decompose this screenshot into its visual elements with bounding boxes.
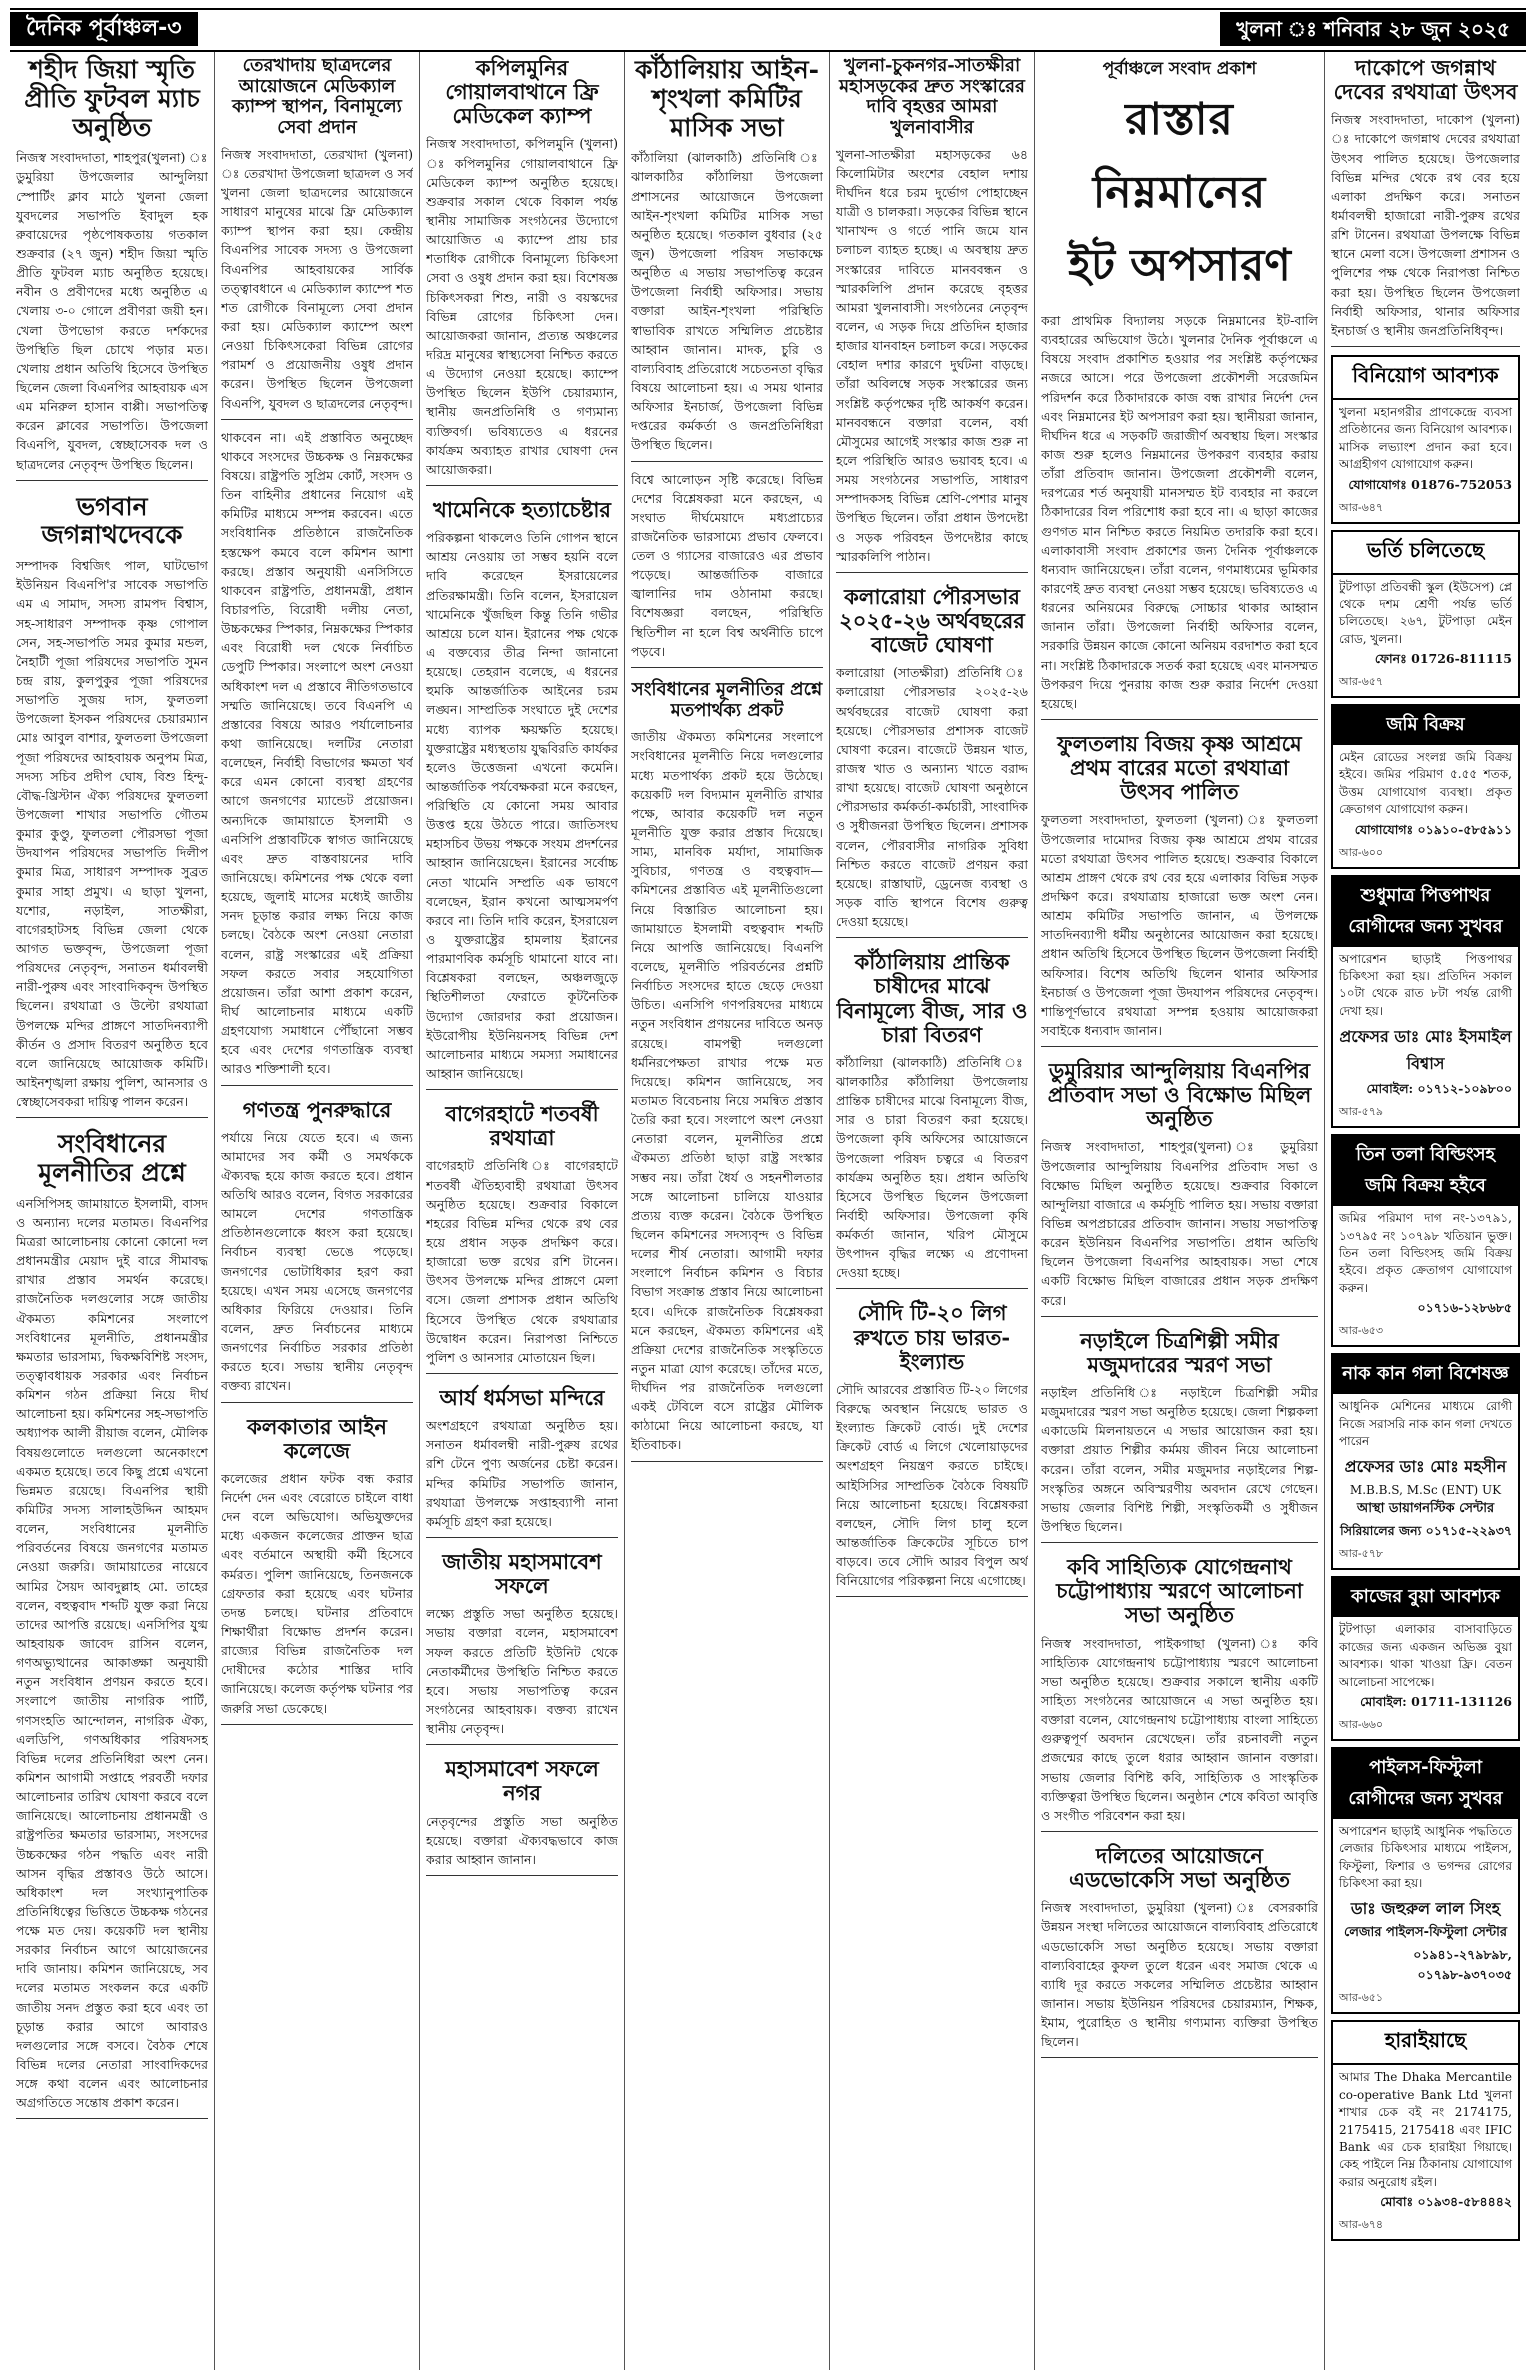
ad-doctor-name: প্রফেসর ডাঃ মোঃ মহসীন xyxy=(1344,1457,1507,1477)
ad-code: আর-৬৫১ xyxy=(1339,1991,1384,2005)
ads-list xyxy=(1331,355,1520,2241)
article-headline: দাকোপে জগন্নাথ দেবের রথযাত্রা উৎসব xyxy=(1333,55,1518,105)
ad-phone: মোবাইল: ০১৭১২-১০৯৮০০ xyxy=(1366,1081,1512,1097)
article xyxy=(631,676,823,1462)
column-7 xyxy=(1325,52,1526,2370)
article xyxy=(221,1094,413,1403)
article xyxy=(1041,1840,1318,2058)
article xyxy=(836,1297,1028,1597)
ad-doctor-name: ডাঃ জহুরুল লাল সিংহ xyxy=(1350,1899,1501,1919)
article xyxy=(836,52,1028,573)
article-headline: বাগেরহাটে শতবর্ষী রথযাত্রা xyxy=(445,1101,599,1151)
article-body: নড়াইল প্রতিনিধি ঃ নড়াইলে চিত্রশিল্পী সমীর মজুমদারের স্মরণ সভা অনুষ্ঠিত হয়েছে। জেলা শিল্পকলা একাডেমি মিলনায়তনে এ সভার আয়োজন করা হয়। বক্তারা প্রয়াত শিল্পীর কর্মময় জীবন নিয়ে আলোচনা করেন। তাঁরা বলেন, সমীর মজুমদার নড়াইলের শিল্প-সংস্কৃতির অঙ্গনে অবিস্মরণীয় অবদান রেখে গেছেন। সভায় জেলার বিশিষ্ট শিল্পী, সংস্কৃতিকর্মী ও সুধীজন উপস্থিত ছিলেন। xyxy=(1041,1385,1318,1535)
classified-ad xyxy=(1331,875,1520,1129)
article-body: পর্যায়ে নিয়ে যেতে হবে। এ জন্য আমাদের সব কর্মী ও সমর্থককে ঐক্যবদ্ধ হয়ে কাজ করতে হবে। প্রধান অতিথি আরও বলেন, বিগত সরকারের আমলে দেশের গণতান্ত্রিক প্রতিষ্ঠানগুলোকে ধ্বংস করা হয়েছে। নির্বাচন ব্যবস্থা ভেঙে পড়েছে। জনগণের ভোটাধিকার হরণ করা হয়েছে। এখন সময় এসেছে জনগণের অধিকার ফিরিয়ে দেওয়ার। তিনি বলেন, দ্রুত নির্বাচনের মাধ্যমে জনগণের নির্বাচিত সরকার প্রতিষ্ঠা করতে হবে। সভায় স্থানীয় নেতৃবৃন্দ বক্তব্য রাখেন। xyxy=(221,1129,413,1394)
classified-ad xyxy=(1331,2020,1520,2241)
ad-title: শুধুমাত্র পিত্তপাথর রোগীদের জন্য সুখবর xyxy=(1333,877,1518,947)
ad-text: অপারেশন ছাড়াই আধুনিক পদ্ধতিতে লেজার চিকিৎসার মাধ্যমে পাইলস, ফিস্টুলা, ফিশার ও ভগন্দর রোগের চিকিৎসা করা হয়। xyxy=(1339,1823,1512,1891)
article-headline: খামেনিকে হত্যাচেষ্টার xyxy=(433,496,611,522)
column-4 xyxy=(625,52,830,2370)
article xyxy=(426,494,618,1090)
article xyxy=(426,52,618,486)
ad-phone: মোবাঃ ০১৯৩৪-৫৮৪৪৪২ xyxy=(1380,2194,1512,2210)
article-headline: কাঁঠালিয়ায় আইন-শৃংখলা কমিটির মাসিক সভা xyxy=(634,55,819,142)
ad-qualification: M.B.B.S, M.Sc (ENT) UK xyxy=(1349,1483,1502,1498)
ad-title: বিনিয়োগ আবশ্যক xyxy=(1333,357,1518,400)
article-body: নেতৃবৃন্দের প্রস্তুতি সভা অনুষ্ঠিত হয়েছে। বক্তারা ঐক্যবদ্ধভাবে কাজ করার আহ্বান জানান। xyxy=(426,1813,618,1867)
article-body: নিজস্ব সংবাদদাতা, পাইকগাছা (খুলনা) ঃ কবি সাহিত্যিক যোগেন্দ্রনাথ চট্টোপাধ্যায় স্মরণে আলোচনা সভা অনুষ্ঠিত হয়েছে। শুক্রবার সকালে স্থানীয় একটি সাহিত্য সংগঠনের আয়োজনে এ সভা অনুষ্ঠিত হয়। বক্তারা বলেন, যোগেন্দ্রনাথ চট্টোপাধ্যায় বাংলা সাহিত্যে গুরুত্বপূর্ণ অবদান রেখেছেন। তাঁর রচনাবলী নতুন প্রজন্মের কাছে তুলে ধরার আহ্বান জানান বক্তারা। সভায় জেলার বিশিষ্ট কবি, সাহিত্যিক ও সাংস্কৃতিক ব্যক্তিত্বরা উপস্থিত ছিলেন। অনুষ্ঠান শেষে কবিতা আবৃত্তি ও সংগীত পরিবেশন করা হয়। xyxy=(1041,1635,1318,1823)
ad-title: তিন তলা বিল্ডিংসহ জমি বিক্রয় হইবে xyxy=(1333,1136,1518,1206)
masthead xyxy=(10,8,1526,52)
article-body: ফুলতলা সংবাদদাতা, ফুলতলা (খুলনা) ঃ ফুলতলা উপজেলার দামোদর বিজয় কৃষ্ণ আশ্রমে প্রথম বারের মতো রথযাত্রা উৎসব পালিত হয়েছে। শুক্রবার বিকালে আশ্রম প্রাঙ্গণ থেকে রথ বের হয়ে এলাকার বিভিন্ন সড়ক প্রদক্ষিণ করে। রথযাত্রায় হাজারো ভক্ত অংশ নেন। আশ্রম কমিটির সভাপতি জানান, এ উপলক্ষে সাতদিনব্যাপী ধর্মীয় অনুষ্ঠানের আয়োজন করা হয়েছে। প্রধান অতিথি হিসেবে উপস্থিত ছিলেন উপজেলা নির্বাহী অফিসার। বিশেষ অতিথি ছিলেন থানার অফিসার ইনচার্জ ও উপজেলা পূজা উদযাপন পরিষদের নেতৃবৃন্দ। শান্তিপূর্ণভাবে রথযাত্রা সম্পন্ন হওয়ায় আয়োজকরা সবাইকে ধন্যবাদ জানান। xyxy=(1041,812,1318,1038)
ad-phone: ০১৯৪১-২৭৯৮৯৮, ০১৭৯৮-৯৩৭০৩৫ xyxy=(1413,1947,1512,1983)
article xyxy=(221,1411,413,1725)
article-headline: গণতন্ত্র পুনরুদ্ধারে xyxy=(242,1096,392,1122)
article xyxy=(426,1546,618,1745)
article-body: নিজস্ব সংবাদদাতা, শাহপুর(খুলনা) ঃ ডুমুরিয়া উপজেলার আন্দুলিয়ায় বিএনপির প্রতিবাদ সভা ও বিক্ষোভ মিছিল অনুষ্ঠিত হয়েছে। শুক্রবার বিকালে আন্দুলিয়া বাজারে এ কর্মসূচি পালিত হয়। সভায় বক্তারা বিভিন্ন অপপ্রচারের প্রতিবাদ জানান। সভায় সভাপতিত্ব করেন ইউনিয়ন বিএনপির সভাপতি। প্রধান অতিথি ছিলেন উপজেলা বিএনপির আহবায়ক। সভা শেষে একটি বিক্ষোভ মিছিল বাজারের প্রধান সড়ক প্রদক্ষিণ করে। xyxy=(1041,1139,1318,1308)
main-story-headline-2: ইট অপসারণ xyxy=(1068,240,1291,291)
article-body: কাঁঠালিয়া (ঝালকাঠি) প্রতিনিধি ঃ ঝালকাঠির কাঁঠালিয়া উপজেলায় প্রান্তিক চাষীদের মাঝে বিনামূল্যে বীজ, সার ও চারা বিতরণ করা হয়েছে। উপজেলা কৃষি অফিসের আয়োজনে উপজেলা পরিষদ চত্বরে এ বিতরণ কার্যক্রম অনুষ্ঠিত হয়। প্রধান অতিথি হিসেবে উপস্থিত ছিলেন উপজেলা নির্বাহী অফিসার। উপজেলা কৃষি কর্মকর্তা জানান, খরিপ মৌসুমে উৎপাদন বৃদ্ধির লক্ষ্যে এ প্রণোদনা দেওয়া হচ্ছে। xyxy=(836,1054,1028,1281)
article-body: সম্পাদক বিশ্বজিৎ পাল, ঘাটভোগ ইউনিয়ন বিএনপি'র সাবেক সভাপতি এম এ সামাদ, সদস্য রামপদ বিশ্বাস, সহ-সাধারণ সম্পাদক কৃষ্ণ গোপাল সেন, সহ-সভাপতি সমর কুমার মন্ডল, নৈহাটী পূজা পরিষদের সভাপতি সুমন চন্দ্র রায়, কুলপুকুর পূজা পরিষদের সভাপতি সুজয় দাস, ফুলতলা উপজেলা ইসকন পরিষদের চেয়ারম্যান মোঃ আবুল বাশার, ফুলতলা উপজেলা পূজা পরিষদের আহবায়ক অনুপম মিত্র, সদস্য সচিব প্রদীপ ঘোষ, বিশু হিন্দু-বৌদ্ধ-খ্রিস্টান ঐক্য পরিষদের ফুলতলা উপজেলা শাখার সভাপতি গৌতম কুমার কুণ্ডু, ফুলতলা পৌরসভা পূজা উদযাপন পরিষদের সভাপতি দিলীপ কুমার মিত্র, সাধারণ সম্পাদক সুব্রত কুমার সাহা প্রমুখ। এ ছাড়া খুলনা, যশোর, নড়াইল, সাতক্ষীরা, বাগেরহাটসহ বিভিন্ন জেলা থেকে আগত ভক্তবৃন্দ, উপজেলা পূজা পরিষদের নেতৃবৃন্দ, সনাতন ধর্মাবলম্বী নারী-পুরুষ এবং সাংবাদিকবৃন্দ উপস্থিত ছিলেন। রথযাত্রা ও উল্টো রথযাত্রা উপলক্ষে মন্দির প্রাঙ্গণে সাতদিনব্যাপী কীর্তন ও প্রসাদ বিতরণ অনুষ্ঠিত হবে বলে জানিয়েছে আয়োজক কমিটি। আইনশৃঙ্খলা রক্ষায় পুলিশ, আনসার ও স্বেচ্ছাসেবকরা দায়িত্ব পালন করেন। xyxy=(16,558,208,1110)
main-story-kicker: পূর্বাঞ্চলে সংবাদ প্রকাশ xyxy=(1102,59,1257,79)
article-body: নিজস্ব সংবাদদাতা, ডুমুরিয়া (খুলনা) ঃ বেসরকারি উন্নয়ন সংস্থা দলিতের আয়োজনে বাল্যবিবাহ প্রতিরোধে এডভোকেসি সভা অনুষ্ঠিত হয়েছে। সভায় বক্তারা বাল্যবিবাহের কুফল তুলে ধরেন এবং সমাজ থেকে এ ব্যাধি দূর করতে সকলের সম্মিলিত প্রচেষ্টার আহ্বান জানান। সভায় ইউনিয়ন পরিষদের চেয়ারম্যান, শিক্ষক, ইমাম, পুরোহিত ও স্থানীয় গণ্যমান্য ব্যক্তিরা উপস্থিত ছিলেন। xyxy=(1041,1900,1318,2050)
classified-ad xyxy=(1331,1353,1520,1570)
article xyxy=(836,581,1028,938)
article-body: খুলনা-সাতক্ষীরা মহাসড়কের ৬৪ কিলোমিটার অংশের বেহাল দশায় দীর্ঘদিন ধরে চরম দুর্ভোগ পোহাচ্ছেন যাত্রী ও চালকরা। সড়কের বিভিন্ন স্থানে খানাখন্দ ও গর্তে পানি জমে যান চলাচল ব্যাহত হচ্ছে। এ অবস্থায় দ্রুত সংস্কারের দাবিতে মানববন্ধন ও স্মারকলিপি প্রদান করেছে বৃহত্তর আমরা খুলনাবাসী। সংগঠনের নেতৃবৃন্দ বলেন, এ সড়ক দিয়ে প্রতিদিন হাজার হাজার যানবাহন চলাচল করে। সড়কের বেহাল দশার কারণে দুর্ঘটনা বাড়ছে। তাঁরা অবিলম্বে সড়ক সংস্কারের জন্য সংশ্লিষ্ট কর্তৃপক্ষের দৃষ্টি আকর্ষণ করেন। মানববন্ধনে বক্তারা বলেন, বর্ষা মৌসুমের আগেই সংস্কার কাজ শুরু না হলে পরিস্থিতি আরও ভয়াবহ হবে। এ সময় সংগঠনের সভাপতি, সাধারণ সম্পাদকসহ বিভিন্ন শ্রেণি-পেশার মানুষ উপস্থিত ছিলেন। তাঁরা প্রধান উপদেষ্টা ও সড়ক পরিবহন উপদেষ্টার কাছে স্মারকলিপি পাঠান। xyxy=(836,146,1028,564)
article-body: থাকবেন না। এই প্রস্তাবিত অনুচ্ছেদ থাকবে সংসদের উচ্চকক্ষ ও নিম্নকক্ষের বিষয়ে। রাষ্ট্রপতি সুপ্রিম কোর্ট, সংসদ ও তিন বাহিনীর প্রধানের নিয়োগ এই কমিটির মাধ্যমে সম্পন্ন করবেন। এতে সংবিধানিক প্রতিষ্ঠানে রাজনৈতিক হস্তক্ষেপ কমবে বলে কমিশন আশা করছে। প্রস্তাব অনুযায়ী এনসিসিতে থাকবেন রাষ্ট্রপতি, প্রধানমন্ত্রী, প্রধান বিচারপতি, বিরোধী দলীয় নেতা, উচ্চকক্ষের স্পিকার, নিম্নকক্ষের স্পিকার এবং বিরোধী দল থেকে নির্বাচিত ডেপুটি স্পিকার। সংলাপে অংশ নেওয়া অধিকাংশ দল এ প্রস্তাবে নীতিগতভাবে সম্মতি জানিয়েছে। তবে বিএনপি এ প্রস্তাবের বিষয়ে আরও পর্যালোচনার কথা জানিয়েছে। দলটির নেতারা বলেছেন, নির্বাহী বিভাগের ক্ষমতা খর্ব করে এমন কোনো ব্যবস্থা গ্রহণের আগে জনগণের ম্যান্ডেট প্রয়োজন। অন্যদিকে জামায়াতে ইসলামী ও এনসিপি প্রস্তাবটিকে স্বাগত জানিয়েছে এবং দ্রুত বাস্তবায়নের দাবি জানিয়েছে। কমিশনের পক্ষ থেকে বলা হয়েছে, জুলাই মাসের মধ্যেই জাতীয় সনদ চূড়ান্ত করার লক্ষ্য নিয়ে কাজ চলছে। বৈঠকে অংশ নেওয়া নেতারা বলেন, রাষ্ট্র সংস্কারের এই প্রক্রিয়া সফল করতে সবার সহযোগিতা প্রয়োজন। তাঁরা আশা প্রকাশ করেন, দীর্ঘ আলোচনার মাধ্যমে একটি গ্রহণযোগ্য সমাধানে পৌঁছানো সম্ভব হবে এবং দেশের গণতান্ত্রিক ব্যবস্থা আরও শক্তিশালী হবে। xyxy=(221,429,413,1077)
article-headline: খুলনা-চুকনগর-সাতক্ষীরা মহাসড়কের দ্রুত সংস্কারের দাবি বৃহত্তর আমরা খুলনাবাসীর xyxy=(839,55,1025,139)
article-body: পরিকল্পনা থাকলেও তিনি গোপন স্থানে আশ্রয় নেওয়ায় তা সম্ভব হয়নি বলে দাবি করেছেন ইসরায়েলের প্রতিরক্ষামন্ত্রী। তিনি বলেন, ইসরায়েল খামেনিকে খুঁজছিল কিন্তু তিনি গভীর আশ্রয়ে চলে যান। ইরানের পক্ষ থেকে এ বক্তব্যের তীব্র নিন্দা জানানো হয়েছে। তেহরান বলেছে, এ ধরনের হুমকি আন্তর্জাতিক আইনের চরম লঙ্ঘন। সাম্প্রতিক সংঘাতে দুই দেশের মধ্যে ব্যাপক ক্ষয়ক্ষতি হয়েছে। যুক্তরাষ্ট্রের মধ্যস্থতায় যুদ্ধবিরতি কার্যকর হলেও উত্তেজনা এখনো কমেনি। আন্তর্জাতিক পর্যবেক্ষকরা মনে করছেন, পরিস্থিতি যে কোনো সময় আবার উত্তপ্ত হয়ে উঠতে পারে। জাতিসংঘ মহাসচিব উভয় পক্ষকে সংযম প্রদর্শনের আহ্বান জানিয়েছেন। ইরানের সর্বোচ্চ নেতা খামেনি সম্প্রতি এক ভাষণে বলেছেন, ইরান কখনো আত্মসমর্পণ করবে না। তিনি দাবি করেন, ইসরায়েল ও যুক্তরাষ্ট্রের হামলায় ইরানের পারমাণবিক কর্মসূচি থামানো যাবে না। বিশ্লেষকরা বলছেন, অঞ্চলজুড়ে স্থিতিশীলতা ফেরাতে কূটনৈতিক উদ্যোগ জোরদার করা প্রয়োজন। ইউরোপীয় ইউনিয়নসহ বিভিন্ন দেশ আলোচনার মাধ্যমে সমস্যা সমাধানের আহ্বান জানিয়েছে। xyxy=(426,530,618,1082)
article-headline: কবি সাহিত্যিক যোগেন্দ্রনাথ চট্টোপাধ্যায় স্মরণে আলোচনা সভা অনুষ্ঠিত xyxy=(1056,1554,1303,1628)
article-headline: দলিতের আয়োজনে এডভোকেসি সভা অনুষ্ঠিত xyxy=(1068,1842,1291,1893)
article-body: সৌদি আরবের প্রস্তাবিত টি-২০ লিগের বিরুদ্ধে অবস্থান নিয়েছে ভারত ও ইংল্যান্ড ক্রিকেট বোর্ড। দুই দেশের ক্রিকেট বোর্ড এ লিগে খেলোয়াড়দের অংশগ্রহণ নিয়ন্ত্রণ করতে চাইছে। আইসিসির সাম্প্রতিক বৈঠকে বিষয়টি নিয়ে আলোচনা হয়েছে। বিশ্লেষকরা বলছেন, সৌদি লিগ চালু হলে আন্তর্জাতিক ক্রিকেটের সূচিতে চাপ বাড়বে। তবে সৌদি আরব বিপুল অর্থ বিনিয়োগের পরিকল্পনা নিয়ে এগোচ্ছে। xyxy=(836,1381,1028,1589)
article-headline: শহীদ জিয়া স্মৃতি প্রীতি ফুটবল ম্যাচ অনুষ্ঠিত xyxy=(24,55,200,142)
ad-code: আর-৫৭৮ xyxy=(1339,1547,1384,1561)
classified-ad xyxy=(1331,530,1520,699)
article-headline: আর্য ধর্মসভা মন্দিরে xyxy=(439,1385,605,1410)
ad-code: আর-৬৫৩ xyxy=(1339,1324,1384,1338)
article-body: নিজস্ব সংবাদদাতা, দাকোপ (খুলনা) ঃ দাকোপে জগন্নাথ দেবের রথযাত্রা উৎসব পালিত হয়েছে। উপজেলার বিভিন্ন মন্দির থেকে রথ বের হয়ে এলাকা প্রদক্ষিণ করে। সনাতন ধর্মাবলম্বী হাজারো নারী-পুরুষ রথের রশি টানেন। রথযাত্রা উপলক্ষে বিভিন্ন স্থানে মেলা বসে। উপজেলা প্রশাসন ও পুলিশের পক্ষ থেকে নিরাপত্তা নিশ্চিত করা হয়। উপস্থিত ছিলেন উপজেলা নির্বাহী অফিসার, থানার অফিসার ইনচার্জ ও স্থানীয় জনপ্রতিনিধিবৃন্দ। xyxy=(1331,112,1520,338)
ad-text: মেইন রোডের সংলগ্ন জমি বিক্রয় হইবে। জমির পরিমাণ ৫.৫৫ শতক, উত্তম যোগাযোগ ব্যবস্থা। প্রকৃত ক্রেতাগণ যোগাযোগ করুন। xyxy=(1339,750,1512,817)
article-headline: কপিলমুনির গোয়ালবাথানে ফ্রি মেডিকেল ক্যাম্প xyxy=(445,55,599,129)
article-headline: সৌদি টি-২০ লিগ রুখতে চায় ভারত-ইংল্যান্ড xyxy=(853,1300,1011,1374)
ad-center-name: আস্থা ডায়াগনস্টিক সেন্টার xyxy=(1356,1501,1495,1517)
ad-center-name: লেজার পাইলস-ফিস্টুলা সেন্টার xyxy=(1343,1925,1508,1941)
ad-code: আর-৬৬০ xyxy=(1339,1717,1384,1731)
article-headline: ভগবান জগন্নাথদেবকে xyxy=(41,491,183,550)
article-headline: সংবিধানের মূলনীতির প্রশ্নে xyxy=(38,1129,186,1187)
article-body: নিজস্ব সংবাদদাতা, তেরখাদা (খুলনা) ঃ তেরখাদা উপজেলা ছাত্রদল ও সর্ব খুলনা জেলা ছাত্রদলের আয়োজনে সাধারণ মানুষের মাঝে ফ্রি মেডিক্যাল ক্যাম্প স্থাপন করা হয়। কেন্দ্রীয় বিএনপির সাবেক সদস্য ও উপজেলা বিএনপির আহবায়কের সার্বিক তত্ত্বাবধানে এ মেডিক্যাল ক্যাম্পে শত শত রোগীকে বিনামূল্যে সেবা প্রদান করা হয়। মেডিক্যাল ক্যাম্পে অংশ নেওয়া চিকিৎসকেরা বিভিন্ন রোগের পরামর্শ ও প্রয়োজনীয় ওষুধ প্রদান করেন। উপস্থিত ছিলেন উপজেলা বিএনপি, যুবদল ও ছাত্রদলের নেতৃবৃন্দ। xyxy=(221,146,413,411)
ad-text: আধুনিক মেশিনের মাধ্যমে রোগী নিজে সরাসরি নাক কান গলা দেখতে পারেন xyxy=(1339,1399,1512,1448)
article-headline: নড়াইলে চিত্রশিল্পী সমীর মজুমদারের স্মরণ সভা xyxy=(1080,1327,1279,1377)
article xyxy=(631,52,823,462)
ad-code: আর-৬০০ xyxy=(1339,845,1384,859)
column-1 xyxy=(10,52,215,2370)
column-3 xyxy=(420,52,625,2370)
column-6 xyxy=(1035,52,1325,2370)
classified-ad xyxy=(1331,355,1520,524)
article xyxy=(16,1126,208,2119)
main-story-headline: রাস্তার নিম্নমানের xyxy=(1092,94,1267,218)
classified-ad xyxy=(1331,1134,1520,1347)
ad-phone: ফোনঃ 01726-811115 xyxy=(1374,651,1512,667)
article-headline: কলারোয়া পৌরসভার ২০২৫-২৬ অর্থবছরের বাজেট ঘোষণা xyxy=(839,583,1025,658)
ad-text: খুলনা মহানগরীর প্রাণকেন্দ্রে ব্যবসা প্রতিষ্ঠানের জন্য বিনিয়োগ আবশ্যক। মাসিক লভ্যাংশ প্রদান করা হবে। আগ্রহীগণ যোগাযোগ করুন। xyxy=(1339,404,1512,472)
ad-phone: মোবাইল: 01711-131126 xyxy=(1360,1693,1512,1709)
article-body: জাতীয় ঐকমত্য কমিশনের সংলাপে সংবিধানের মূলনীতি নিয়ে দলগুলোর মধ্যে মতপার্থক্য প্রকট হয়ে উঠেছে। কয়েকটি দল বিদ্যমান মূলনীতি রাখার পক্ষে, আবার কয়েকটি দল নতুন মূলনীতি যুক্ত করার প্রস্তাব দিয়েছে। সাম্য, মানবিক মর্যাদা, সামাজিক সুবিচার, গণতন্ত্র ও বহুত্ববাদ—কমিশনের প্রস্তাবিত এই মূলনীতিগুলো নিয়ে বিস্তারিত আলোচনা হয়। জামায়াতে ইসলামী বহুত্ববাদ শব্দটি নিয়ে আপত্তি জানিয়েছে। বিএনপি বলেছে, মূলনীতি পরিবর্তনের প্রশ্নটি নির্বাচিত সংসদের হাতে ছেড়ে দেওয়া উচিত। এনসিপি গণপরিষদের মাধ্যমে নতুন সংবিধান প্রণয়নের দাবিতে অনড় রয়েছে। বামপন্থী দলগুলো ধর্মনিরপেক্ষতা রাখার পক্ষে মত দিয়েছে। কমিশন জানিয়েছে, সব মতামত বিবেচনায় নিয়ে সমন্বিত প্রস্তাব তৈরি করা হবে। সংলাপে অংশ নেওয়া নেতারা বলেন, মূলনীতির প্রশ্নে ঐকমত্য প্রতিষ্ঠা ছাড়া রাষ্ট্র সংস্কার সম্ভব নয়। তাঁরা ধৈর্য ও সহনশীলতার সঙ্গে আলোচনা চালিয়ে যাওয়ার প্রত্যয় ব্যক্ত করেন। বৈঠকে উপস্থিত ছিলেন কমিশনের সদস্যবৃন্দ ও বিভিন্ন দলের শীর্ষ নেতারা। আগামী দফার সংলাপে নির্বাচন কমিশন ও বিচার বিভাগ সংক্রান্ত প্রস্তাব নিয়ে আলোচনা হবে। এদিকে রাজনৈতিক বিশ্লেষকরা মনে করছেন, ঐকমত্য কমিশনের এই প্রক্রিয়া দেশের রাজনৈতিক সংস্কৃতিতে নতুন মাত্রা যোগ করেছে। তাঁদের মতে, দীর্ঘদিন পর রাজনৈতিক দলগুলো একই টেবিলে বসে রাষ্ট্রের মৌলিক কাঠামো নিয়ে আলোচনা করছে, যা ইতিবাচক। xyxy=(631,729,823,1453)
ad-text: টুটপাড়া এলাকার বাসাবাড়িতে কাজের জন্য একজন অভিজ্ঞ বুয়া আবশ্যক। থাকা খাওয়া ফ্রি। বেতন আলোচনা সাপেক্ষে। xyxy=(1339,1622,1512,1689)
ad-title: হারাইয়াছে xyxy=(1333,2022,1518,2065)
article-headline: সংবিধানের মূলনীতির প্রশ্নে মতপার্থক্য প্রকট xyxy=(631,678,823,721)
article-body: বাগেরহাট প্রতিনিধি ঃ বাগেরহাটে শতবর্ষী ঐতিহ্যবাহী রথযাত্রা উৎসব অনুষ্ঠিত হয়েছে। শুক্রবার বিকালে শহরের বিভিন্ন মন্দির থেকে রথ বের হয়ে প্রধান সড়ক প্রদক্ষিণ করে। হাজারো ভক্ত রথের রশি টানেন। উৎসব উপলক্ষে মন্দির প্রাঙ্গণে মেলা বসে। জেলা প্রশাসক প্রধান অতিথি হিসেবে উপস্থিত থেকে রথযাত্রার উদ্বোধন করেন। নিরাপত্তা নিশ্চিতে পুলিশ ও আনসার মোতায়েন ছিল। xyxy=(426,1158,618,1365)
ad-code: আর-৬৫৭ xyxy=(1339,675,1384,689)
ad-code: আর-৫৭৯ xyxy=(1339,1105,1384,1119)
classified-ad xyxy=(1331,704,1520,869)
ad-text: অপারেশন ছাড়াই পিত্তপাথর চিকিৎসা করা হয়। প্রতিদিন সকাল ১০টা থেকে রাত ৮টা পর্যন্ত রোগী দেখা হয়। xyxy=(1339,951,1512,1018)
ad-text: টুটপাড়া প্রতিবন্ধী স্কুল (ইউসেপ) প্লে থেকে দশম শ্রেণী পর্যন্ত ভর্তি চলিতেছে। ২৬৭, টুটপাড়া মেইন রোড, খুলনা। xyxy=(1339,579,1512,646)
article xyxy=(16,489,208,1119)
article-body: কাঁঠালিয়া (ঝালকাঠি) প্রতিনিধি ঃ ঝালকাঠির কাঁঠালিয়া উপজেলা প্রশাসনের আয়োজনে উপজেলা আইন-শৃংখলা কমিটির মাসিক সভা অনুষ্ঠিত হয়েছে। গতকাল বুধবার (২৫ জুন) উপজেলা পরিষদ সভাকক্ষে অনুষ্ঠিত এ সভায় সভাপতিত্ব করেন উপজেলা নির্বাহী অফিসার। সভায় বক্তারা আইন-শৃংখলা পরিস্থিতি স্বাভাবিক রাখতে সম্মিলিত প্রচেষ্টার আহ্বান জানান। মাদক, চুরি ও বাল্যবিবাহ প্রতিরোধে সচেতনতা বৃদ্ধির বিষয়ে আলোচনা হয়। এ সময় থানার অফিসার ইনচার্জ, উপজেলা বিভিন্ন দপ্তরের কর্মকর্তা ও জনপ্রতিনিধিরা উপস্থিত ছিলেন। xyxy=(631,150,823,453)
article-body: কলারোয়া (সাতক্ষীরা) প্রতিনিধি ঃ কলারোয়া পৌরসভার ২০২৫-২৬ অর্থবছরের বাজেট ঘোষণা করা হয়েছে। পৌরসভার প্রশাসক বাজেট ঘোষণা করেন। বাজেটে উন্নয়ন খাত, রাজস্ব খাত ও অন্যান্য খাতে বরাদ্দ রাখা হয়েছে। বাজেট ঘোষণা অনুষ্ঠানে পৌরসভার কর্মকর্তা-কর্মচারী, সাংবাদিক ও সুধীজনরা উপস্থিত ছিলেন। প্রশাসক বলেন, পৌরবাসীর নাগরিক সুবিধা নিশ্চিত করতে বাজেট প্রণয়ন করা হয়েছে। রাস্তাঘাট, ড্রেনেজ ব্যবস্থা ও সড়ক বাতি স্থাপনে বিশেষ গুরুত্ব দেওয়া হয়েছে। xyxy=(836,665,1028,930)
article xyxy=(426,1382,618,1538)
column-6-articles xyxy=(1041,728,1318,2058)
article xyxy=(836,946,1028,1289)
ad-phone: যোগাযোগঃ 01876-752053 xyxy=(1348,476,1512,492)
article xyxy=(1041,1551,1318,1832)
article-headline: কাঁঠালিয়ায় প্রান্তিক চাষীদের মাঝে বিনামূল্যে বীজ, সার ও চারা বিতরণ xyxy=(836,949,1028,1047)
article xyxy=(1041,1325,1318,1543)
ad-text: আমার The Dhaka Mercantile co-operative Bank Ltd খুলনা শাখার চেক বই নং 2174175, 2175415, 2175418 এবং IFIC Bank এর চেক হারাইয়া গিয়াছে। কেহ পাইলে নিম্ন ঠিকানায় যোগাযোগ করার অনুরোধ রইল। xyxy=(1339,2070,1512,2189)
article-headline: ফুলতলায় বিজয় কৃষ্ণ আশ্রমে প্রথম বারের মতো রথযাত্রা উৎসব পালিত xyxy=(1057,730,1302,805)
ad-code: আর-৬৪৭ xyxy=(1339,500,1384,514)
article-body: নিজস্ব সংবাদদাতা, শাহপুর(খুলনা) ঃ ডুমুরিয়া উপজেলার আন্দুলিয়া স্পোর্টিং ক্লাব মাঠে খুলনা জেলা যুবদলের সভাপতি ইবাদুল হক রুবায়েদের পৃষ্ঠপোষকতায় গতকাল শুক্রবার (২৭ জুন) শহীদ জিয়া স্মৃতি প্রীতি ফুটবল ম্যাচ অনুষ্ঠিত হয়েছে। নবীন ও প্রবীণদের মধ্যে অনুষ্ঠিত এ খেলায় ৩-০ গোলে প্রবীণরা জয়ী হন। খেলা উপভোগ করতে দর্শকদের উপস্থিতি ছিল চোখে পড়ার মত। খেলায় প্রধান অতিথি হিসেবে উপস্থিত ছিলেন জেলা বিএনপির আহবায়ক এস এম মনিরুল হাসান বাপ্পী। সভাপতিত্ব করেন ক্লাবের সভাপতি। উপজেলা বিএনপি, যুবদল, স্বেচ্ছাসেবক দল ও ছাত্রদলের নেতৃবৃন্দ উপস্থিত ছিলেন। xyxy=(16,150,208,472)
ad-phone: যোগাযোগঃ ০১৯১০-৫৮৫৯১১ xyxy=(1354,821,1512,837)
ad-title: ভর্তি চলিতেছে xyxy=(1333,532,1518,575)
classified-ad xyxy=(1331,1747,1520,2015)
masthead-date: খুলনা ঃ শনিবার ২৮ জুন ২০২৫ xyxy=(1220,12,1526,46)
ad-doctor-name: প্রফেসর ডাঃ মোঃ ইসমাইল বিশ্বাস xyxy=(1339,1027,1512,1074)
article xyxy=(1041,1055,1318,1317)
article xyxy=(426,1753,618,1876)
ad-title: কাজের বুয়া আবশ্যক xyxy=(1333,1578,1518,1617)
article-body: অংশগ্রহণে রথযাত্রা অনুষ্ঠিত হয়। সনাতন ধর্মাবলম্বী নারী-পুরুষ রথের রশি টেনে পুণ্য অর্জনের চেষ্টা করেন। মন্দির কমিটির সভাপতি জানান, রথযাত্রা উপলক্ষে সপ্তাহব্যাপী নানা কর্মসূচি গ্রহণ করা হয়েছে। xyxy=(426,1418,618,1529)
article xyxy=(221,52,413,420)
article xyxy=(1041,728,1318,1047)
main-story xyxy=(1041,52,1318,720)
ad-title: পাইলস-ফিস্টুলা রোগীদের জন্য সুখবর xyxy=(1333,1749,1518,1819)
article-headline: তেরখাদায় ছাত্রদলের আয়োজনে মেডিক্যাল ক্যাম্প স্থাপন, বিনামূল্যে সেবা প্রদান xyxy=(232,55,402,139)
article-body: এনসিপিসহ জামায়াতে ইসলামী, বাসদ ও অন্যান্য দলের মতামত। বিএনপির মিত্ররা আলোচনায় কোনো কোনো দল প্রধানমন্ত্রীর মেয়াদ দুই বারে সীমাবদ্ধ রাখার প্রস্তাব সমর্থন করেছে। রাজনৈতিক দলগুলোর সঙ্গে জাতীয় ঐকমত্য কমিশনের সংলাপে সংবিধানের মূলনীতি, প্রধানমন্ত্রীর ক্ষমতার ভারসাম্য, দ্বিকক্ষবিশিষ্ট সংসদ, তত্ত্বাবধায়ক সরকার এবং নির্বাচন কমিশন গঠন প্রক্রিয়া নিয়ে দীর্ঘ আলোচনা হয়। কমিশনের সহ-সভাপতি অধ্যাপক আলী রীয়াজ বলেন, মৌলিক বিষয়গুলোতে দলগুলো অনেকাংশে একমত হয়েছে। তবে কিছু প্রশ্নে এখনো ভিন্নমত রয়েছে। বিএনপির স্থায়ী কমিটির সদস্য সালাহউদ্দিন আহমদ বলেন, সংবিধানের মূলনীতি পরিবর্তনের বিষয়ে জনগণের মতামত নেওয়া জরুরি। জামায়াতের নায়েবে আমির সৈয়দ আবদুল্লাহ মো. তাহের বলেন, বহুত্ববাদ শব্দটি যুক্ত করা নিয়ে তাদের আপত্তি রয়েছে। এনসিপির যুগ্ম আহবায়ক জাবেদ রাসিন বলেন, গণঅভ্যুত্থানের আকাঙ্ক্ষা অনুযায়ী নতুন সংবিধান প্রণয়ন করতে হবে। সংলাপে জাতীয় নাগরিক পার্টি, গণসংহতি আন্দোলন, নাগরিক ঐক্য, এলডিপি, গণঅধিকার পরিষদসহ বিভিন্ন দলের প্রতিনিধিরা অংশ নেন। কমিশন আগামী সপ্তাহে পরবর্তী দফার আলোচনার তারিখ ঘোষণা করবে বলে জানিয়েছে। আলোচনায় প্রধানমন্ত্রী ও রাষ্ট্রপতির ক্ষমতার ভারসাম্য, সংসদের উচ্চকক্ষের গঠন পদ্ধতি এবং নারী আসন বৃদ্ধির প্রস্তাবও উঠে আসে। অধিকাংশ দল সংখ্যানুপাতিক প্রতিনিধিত্বের ভিত্তিতে উচ্চকক্ষ গঠনের পক্ষে মত দেয়। কয়েকটি দল স্থানীয় সরকার নির্বাচন আগে আয়োজনের দাবি জানায়। কমিশন জানিয়েছে, সব দলের মতামত সংকলন করে একটি জাতীয় সনদ প্রস্তুত করা হবে এবং তা চূড়ান্ত করার আগে আবারও দলগুলোর সঙ্গে বসবে। বৈঠক শেষে বিভিন্ন দলের নেতারা সাংবাদিকদের সঙ্গে কথা বলেন এবং আলোচনার অগ্রগতিতে সন্তোষ প্রকাশ করেন। xyxy=(16,1195,208,2111)
article xyxy=(426,1098,618,1374)
article-headline: মহাসমাবেশ সফলে নগর xyxy=(445,1756,599,1806)
article-body: নিজস্ব সংবাদদাতা, কপিলমুনি (খুলনা) ঃ কপিলমুনির গোয়ালবাথানে ফ্রি মেডিকেল ক্যাম্প অনুষ্ঠিত হয়েছে। শুক্রবার সকাল থেকে বিকাল পর্যন্ত স্থানীয় সামাজিক সংগঠনের উদ্যোগে আয়োজিত এ ক্যাম্পে প্রায় চার শতাধিক রোগীকে বিনামূল্যে চিকিৎসা সেবা ও ওষুধ প্রদান করা হয়। বিশেষজ্ঞ চিকিৎসকরা শিশু, নারী ও বয়স্কদের বিভিন্ন রোগের চিকিৎসা দেন। আয়োজকরা জানান, প্রত্যন্ত অঞ্চলের দরিদ্র মানুষের স্বাস্থ্যসেবা নিশ্চিত করতে এ উদ্যোগ নেওয়া হয়েছে। ক্যাম্পে উপস্থিত ছিলেন ইউপি চেয়ারম্যান, স্থানীয় জনপ্রতিনিধি ও গণ্যমান্য ব্যক্তিবর্গ। ভবিষ্যতেও এ ধরনের কার্যক্রম অব্যাহত রাখার ঘোষণা দেন আয়োজকরা। xyxy=(426,136,618,477)
article-body: লক্ষ্যে প্রস্তুতি সভা অনুষ্ঠিত হয়েছে। সভায় বক্তারা বলেন, মহাসমাবেশ সফল করতে প্রতিটি ইউনিট থেকে নেতাকর্মীদের উপস্থিতি নিশ্চিত করতে হবে। সভায় সভাপতিত্ব করেন সংগঠনের আহবায়ক। বক্তব্য রাখেন স্থানীয় নেতৃবৃন্দ। xyxy=(426,1606,618,1737)
article xyxy=(631,470,823,668)
main-story-body: করা প্রাথমিক বিদ্যালয় সড়কে নিম্নমানের ইট-বালি ব্যবহারের অভিযোগ উঠে। খুলনার দৈনিক পূর্বাঞ্চলে এ বিষয়ে সংবাদ প্রকাশিত হওয়ার পর সংশ্লিষ্ট কর্তৃপক্ষের নজরে আসে। পরে উপজেলা প্রকৌশলী সরেজমিন পরিদর্শন করে ঠিকাদারকে কাজ বন্ধ রাখার নির্দেশ দেন এবং নিম্নমানের ইট অপসারণ করা হয়। স্থানীয়রা জানান, দীর্ঘদিন ধরে এ সড়কটি জরাজীর্ণ অবস্থায় ছিল। সংস্কার কাজ শুরু হলেও নিম্নমানের উপকরণ ব্যবহার করায় তাঁরা প্রতিবাদ জানান। উপজেলা প্রকৌশলী বলেন, দরপত্রের শর্ত অনুযায়ী মানসম্মত ইট ব্যবহার না করলে ঠিকাদারের বিল পরিশোধ করা হবে না। এ ছাড়া কাজের গুণগত মান নিশ্চিত করতে নিয়মিত তদারকি করা হবে। এলাকাবাসী সংবাদ প্রকাশের জন্য দৈনিক পূর্বাঞ্চলকে ধন্যবাদ জানিয়েছেন। তাঁরা বলেন, গণমাধ্যমের ভূমিকার কারণেই দ্রুত ব্যবস্থা নেওয়া সম্ভব হয়েছে। ভবিষ্যতেও এ ধরনের অনিয়মের বিরুদ্ধে সোচ্চার থাকার আহ্বান জানান তাঁরা। উপজেলা নির্বাহী অফিসার বলেন, সরকারি উন্নয়ন কাজে কোনো অনিয়ম বরদাশত করা হবে না। সংশ্লিষ্ট ঠিকাদারকে সতর্ক করা হয়েছে এবং মানসম্মত উপকরণ দিয়ে পুনরায় কাজ শুরু করার নির্দেশ দেওয়া হয়েছে। xyxy=(1041,313,1318,711)
article-headline: কলকাতার আইন কলেজে xyxy=(247,1413,387,1463)
article-body: বিশ্বে আলোড়ন সৃষ্টি করেছে। বিভিন্ন দেশের বিশ্লেষকরা মনে করছেন, এ সংঘাত দীর্ঘমেয়াদে মধ্যপ্রাচ্যের রাজনৈতিক ভারসাম্যে প্রভাব ফেলবে। তেল ও গ্যাসের বাজারেও এর প্রভাব পড়েছে। আন্তর্জাতিক বাজারে জ্বালানির দাম ওঠানামা করছে। বিশেষজ্ঞরা বলছেন, পরিস্থিতি স্থিতিশীল না হলে বিশ্ব অর্থনীতি চাপে পড়বে। xyxy=(631,471,823,659)
ad-code: আর-৬৭৪ xyxy=(1339,2218,1384,2232)
column-2 xyxy=(215,52,420,2370)
ad-phone: সিরিয়ালের জন্য ০১৭১৫-২২৯৩৭ xyxy=(1340,1523,1512,1539)
article xyxy=(221,428,413,1086)
ad-text: জমির পরিমাণ দাগ নং-১৩৭৯১, ১৩৭৯৫ নং ১০৭৯৮ খতিয়ান ভুক্ত। তিন তলা বিল্ডিংসহ জমি বিক্রয় হইবে। প্রকৃত ক্রেতাগণ যোগাযোগ করুন। xyxy=(1339,1211,1512,1295)
classified-ad xyxy=(1331,1576,1520,1741)
article xyxy=(16,52,208,481)
ad-phone: ০১৭১৬-১২৮৬৮৫ xyxy=(1417,1300,1512,1316)
article xyxy=(1331,52,1520,347)
masthead-paper-name: দৈনিক পূর্বাঞ্চল-৩ xyxy=(10,12,198,46)
ad-title: জমি বিক্রয় xyxy=(1333,706,1518,745)
ad-title: নাক কান গলা বিশেষজ্ঞ xyxy=(1333,1355,1518,1394)
article-body: কলেজের প্রধান ফটক বন্ধ করার নির্দেশ দেন এবং বেরোতে চাইলে বাধা দেন বলে অভিযোগ। অভিযুক্তদের মধ্যে একজন কলেজের প্রাক্তন ছাত্র এবং বর্তমানে অস্থায়ী কর্মী হিসেবে কর্মরত। পুলিশ জানিয়েছে, তিনজনকে গ্রেফতার করা হয়েছে এবং ঘটনার তদন্ত চলছে। ঘটনার প্রতিবাদে শিক্ষার্থীরা বিক্ষোভ প্রদর্শন করেন। রাজ্যের বিভিন্ন রাজনৈতিক দল দোষীদের কঠোর শাস্তির দাবি জানিয়েছে। কলেজ কর্তৃপক্ষ ঘটনার পর জরুরি সভা ডেকেছে। xyxy=(221,1470,413,1716)
article-headline: ডুমুরিয়ার আন্দুলিয়ায় বিএনপির প্রতিবাদ সভা ও বিক্ষোভ মিছিল অনুষ্ঠিত xyxy=(1047,1058,1312,1132)
column-5 xyxy=(830,52,1035,2370)
article-headline: জাতীয় মহাসমাবেশ সফলে xyxy=(442,1548,602,1599)
